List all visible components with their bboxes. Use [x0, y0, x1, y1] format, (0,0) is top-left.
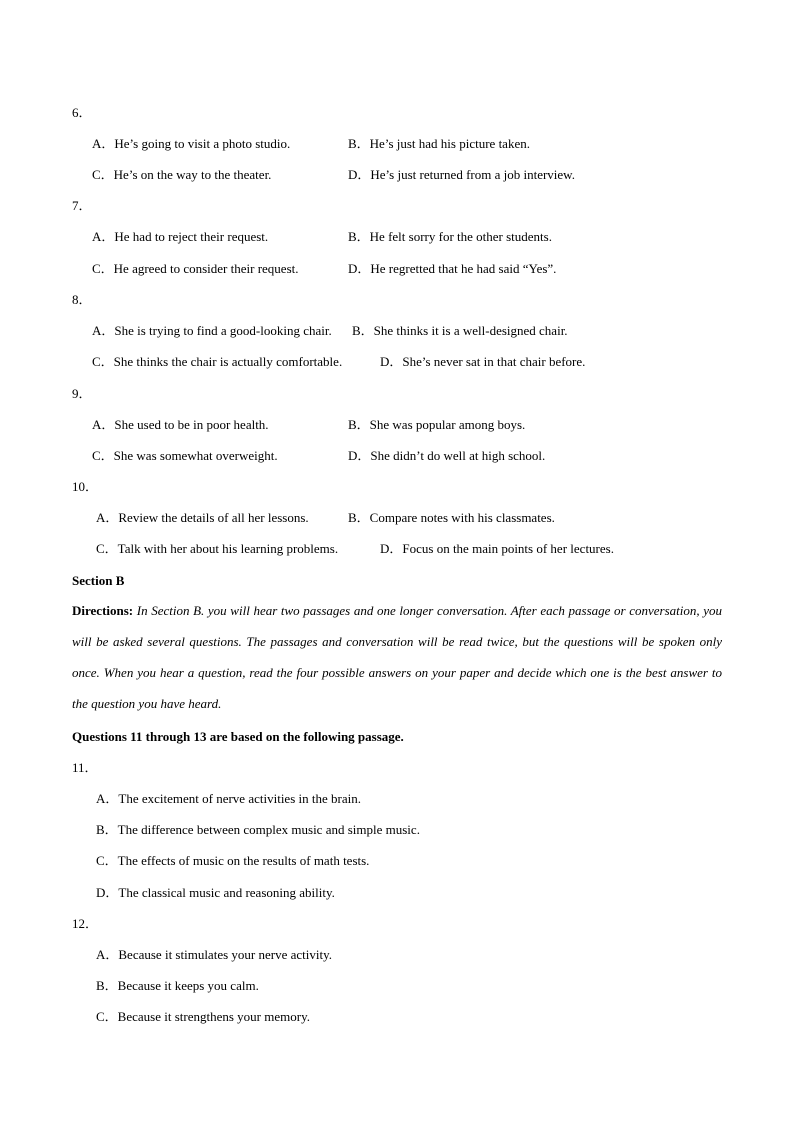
option-d: D．The classical music and reasoning ability.: [96, 885, 335, 900]
option-d: D．She’s never sat in that chair before.: [380, 354, 586, 369]
option-a: A．Review the details of all her lessons.: [96, 510, 309, 525]
option-c: C．She thinks the chair is actually comfortable.: [92, 354, 343, 369]
option-c: C．She was somewhat overweight.: [92, 448, 278, 463]
option-d: D．She didn’t do well at high school.: [348, 448, 546, 463]
section-directions: [72, 595, 722, 719]
question-number: 12．: [72, 916, 99, 931]
directions-label: Directions:: [72, 603, 134, 618]
option-c: C．Because it strengthens your memory.: [96, 1009, 310, 1024]
option-d: D．He regretted that he had said “Yes”.: [348, 261, 557, 276]
option-a: A．The excitement of nerve activities in the brain.: [96, 791, 361, 806]
question-number: 8．: [72, 292, 92, 307]
option-a: A．She used to be in poor health.: [92, 417, 269, 432]
option-c: C．He’s on the way to the theater.: [92, 167, 272, 182]
option-c: C．The effects of music on the results of math tests.: [96, 853, 370, 868]
passage-intro: Questions 11 through 13 are based on the following passage.: [72, 729, 404, 744]
directions-text: In Section B. you will hear two passages and one longer conversation. After each passage or conversation, you will be asked several questions. The passages and conversation will be read twice, but the questions will be spoken only once. When you hear a question, read the four possible answers on your paper and decide which one is the best answer to the question you have heard.: [72, 603, 722, 711]
option-b: B．He felt sorry for the other students.: [348, 229, 552, 244]
option-b: B．She thinks it is a well-designed chair.: [352, 323, 568, 338]
question-number: 11．: [72, 760, 98, 775]
option-b: B．Compare notes with his classmates.: [348, 510, 555, 525]
option-b: B．He’s just had his picture taken.: [348, 136, 530, 151]
option-a: A．Because it stimulates your nerve activity.: [96, 947, 332, 962]
question-number: 9．: [72, 386, 92, 401]
option-d: D．Focus on the main points of her lectures.: [380, 541, 614, 556]
option-a: A．He’s going to visit a photo studio.: [92, 136, 291, 151]
question-number: 7．: [72, 198, 92, 213]
option-b: B．Because it keeps you calm.: [96, 978, 259, 993]
option-b: B．She was popular among boys.: [348, 417, 526, 432]
question-number: 10．: [72, 479, 99, 494]
question-number: 6．: [72, 105, 92, 120]
option-a: A．She is trying to find a good-looking chair.: [92, 323, 332, 338]
option-a: A．He had to reject their request.: [92, 229, 269, 244]
option-c: C．He agreed to consider their request.: [92, 261, 299, 276]
option-d: D．He’s just returned from a job interview.: [348, 167, 575, 182]
option-b: B．The difference between complex music and simple music.: [96, 822, 420, 837]
option-c: C．Talk with her about his learning problems.: [96, 541, 339, 556]
section-title: Section B: [72, 573, 125, 588]
